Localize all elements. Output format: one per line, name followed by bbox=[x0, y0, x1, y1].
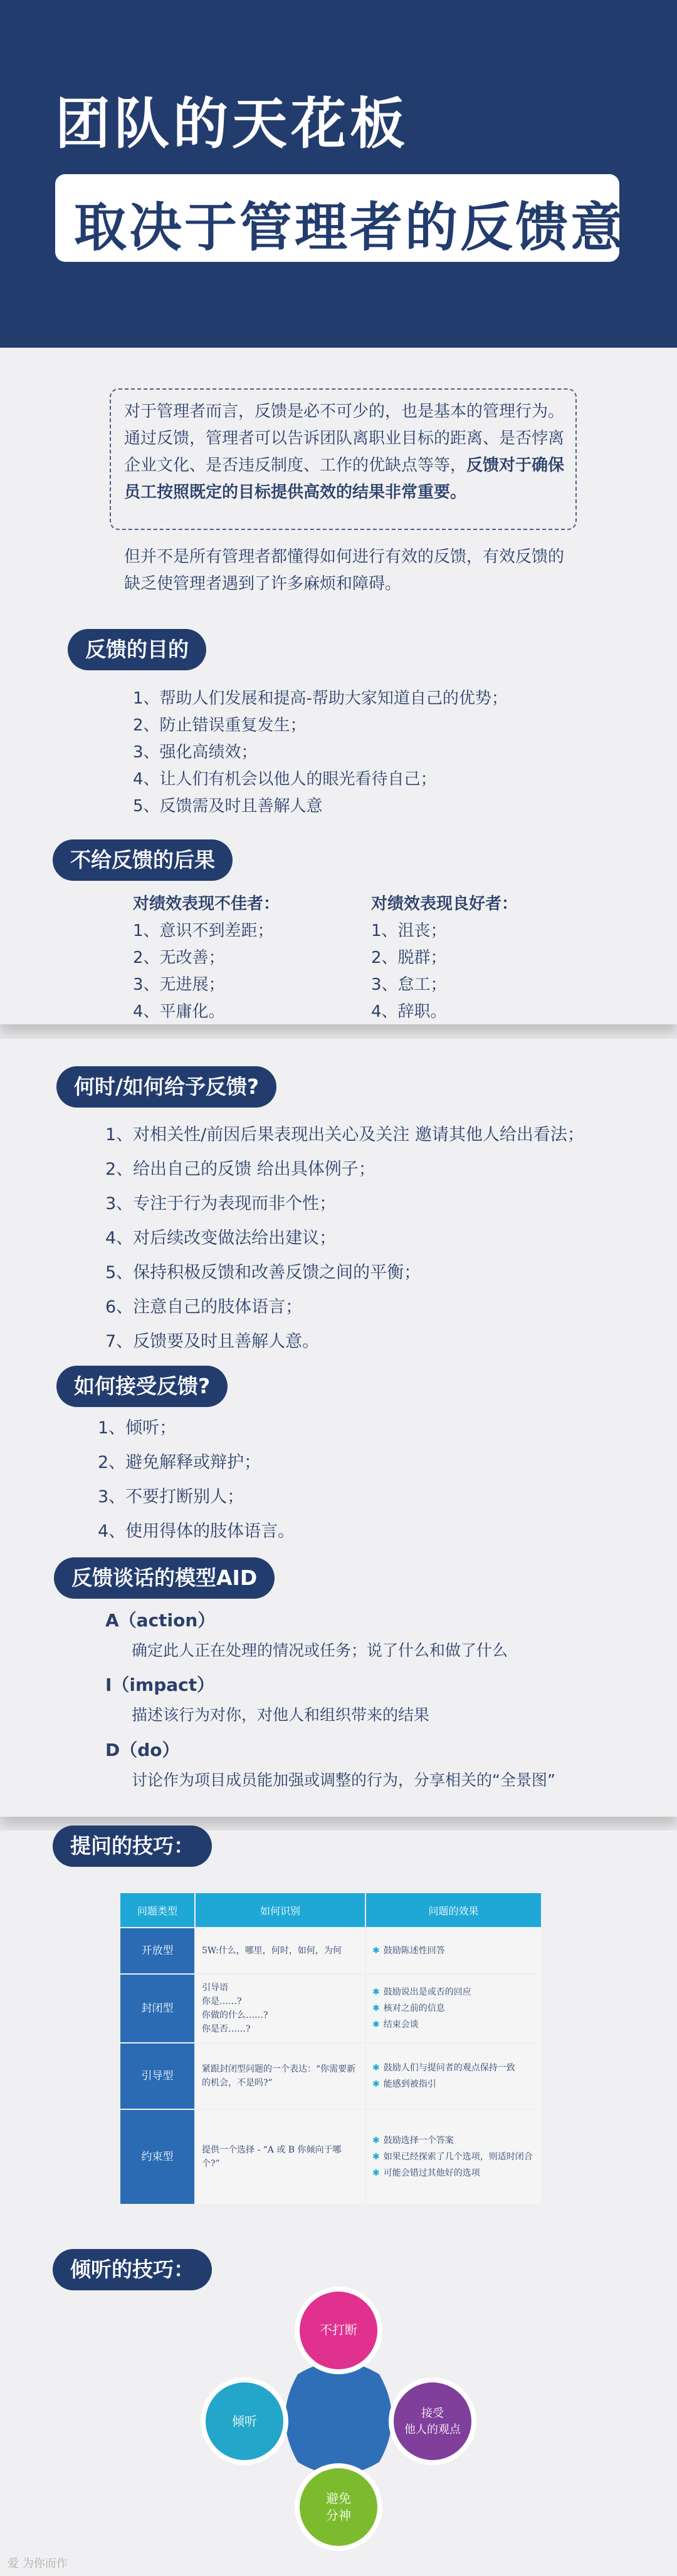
question-type: 开放型 bbox=[120, 1928, 194, 1973]
diagram-node-top bbox=[295, 2287, 382, 2374]
question-type: 引导型 bbox=[120, 2044, 194, 2109]
table-row bbox=[120, 2044, 541, 2109]
list-item: 1、意识不到差距； bbox=[133, 922, 274, 940]
list-item: 1、帮助人们发展和提高-帮助大家知道自己的优势； bbox=[133, 689, 508, 708]
list-item: 6、注意自己的肢体语言； bbox=[105, 1297, 303, 1317]
list-item: 2、无改善； bbox=[133, 948, 225, 967]
aid-term: A（action） bbox=[105, 1610, 216, 1631]
identify-cell: 5W:什么，哪里，何时，如何，为何 bbox=[196, 1928, 365, 1973]
section-title-receive: 如何接受反馈? bbox=[56, 1366, 228, 1407]
purpose-list bbox=[133, 685, 508, 820]
list-item: 7、反馈要及时且善解人意。 bbox=[105, 1332, 320, 1351]
list-item: 2、防止错误重复发生； bbox=[133, 716, 307, 735]
section-title-purpose: 反馈的目的 bbox=[68, 629, 206, 670]
effects-cell: ✱ 鼓励陈述性回答 bbox=[366, 1928, 541, 1973]
list-item: 4、使用得体的肢体语言。 bbox=[98, 1522, 295, 1541]
node-label: 他人的观点 bbox=[404, 2423, 461, 2436]
question-type: 约束型 bbox=[120, 2110, 194, 2204]
list-item: 2、给出自己的反馈 给出具体例子； bbox=[105, 1160, 375, 1179]
effects-cell: ✱ 鼓励选择一个答案 ✱ 如果已经探索了几个选项，则适时闭合 ✱ 可能会错过其他好的选项 bbox=[366, 2110, 541, 2204]
list-item: 3、专注于行为表现而非个性； bbox=[105, 1194, 337, 1213]
list-item: 5、保持积极反馈和改善反馈之间的平衡； bbox=[105, 1263, 421, 1282]
list-item: 4、辞职。 bbox=[371, 1002, 447, 1021]
section-title-listening: 倾听的技巧： bbox=[53, 2249, 212, 2290]
aid-term: D（do） bbox=[105, 1740, 180, 1760]
diagram-node-right bbox=[389, 2377, 476, 2465]
identify-cell: 引导语 你是……? 你做的什么……? 你是否……? bbox=[196, 1975, 365, 2042]
list-item: 1、倾听； bbox=[98, 1418, 177, 1438]
table-row bbox=[120, 2110, 541, 2204]
node-circle bbox=[394, 2382, 471, 2460]
aid-term: I（impact） bbox=[105, 1675, 215, 1695]
effects-cell: ✱ 鼓励人们与提问者的观点保持一致 ✱ 能感到被指引 bbox=[366, 2044, 541, 2109]
watermark: 爱 为你而作 bbox=[8, 2557, 68, 2570]
intro-text: 对于管理者而言，反馈是必不可少的，也是基本的管理行为。 通过反馈，管理者可以告诉团队离职业目标的距离、是否悖离 企业文化、是否违反制度、工作的优缺点等等，反馈对于确保 员工按照既定的目标提供高效的结果非常重要。 bbox=[124, 402, 565, 502]
list-item: 1、沮丧； bbox=[371, 922, 447, 940]
list-item: 4、对后续改变做法给出建议； bbox=[105, 1228, 337, 1248]
table-row bbox=[120, 1975, 541, 2042]
table-row bbox=[120, 1928, 541, 1973]
list-item: 1、对相关性/前因后果表现出关心及关注 邀请其他人给出看法； bbox=[105, 1125, 584, 1145]
page-title: 团队的天花板 bbox=[55, 91, 409, 156]
identify-cell: 紧跟封闭型问题的一个表达：“你需要新的机会，不是吗?” bbox=[196, 2044, 365, 2109]
list-item: 3、无进展； bbox=[133, 975, 225, 994]
question-types-table bbox=[119, 1892, 542, 2205]
list-item: 4、让人们有机会以他人的眼光看待自己； bbox=[133, 770, 437, 789]
column-header: 问题的效果 bbox=[366, 1893, 541, 1927]
diagram-node-bottom bbox=[295, 2463, 382, 2551]
table-header-row bbox=[120, 1893, 541, 1927]
page-subtitle: 取决于管理者的反馈意识 bbox=[74, 197, 626, 334]
receive-list bbox=[98, 1411, 295, 1549]
listening-diagram bbox=[188, 2280, 489, 2556]
list-item: 4、平庸化。 bbox=[133, 1002, 225, 1021]
section-title-when-how: 何时/如何给予反馈? bbox=[56, 1066, 276, 1108]
identify-cell: 提供一个选择 - “A 或 B 你倾向于哪个?” bbox=[196, 2110, 365, 2204]
list-item: 2、避免解释或辩护； bbox=[98, 1453, 261, 1472]
list-item: 3、不要打断别人； bbox=[98, 1487, 244, 1507]
list-item: 2、脱群； bbox=[371, 948, 447, 967]
node-label: 分神 bbox=[326, 2508, 351, 2523]
section-title-aid: 反馈谈话的模型AID bbox=[54, 1557, 275, 1599]
aid-desc: 讨论作为项目成员能加强或调整的行为，分享相关的“全景图” bbox=[132, 1771, 555, 1789]
poor-performers-list: 对绩效表现不佳者： 1、意识不到差距； 2、无改善； 3、无进展； 4、平庸化。 bbox=[133, 891, 280, 1026]
good-performers-list: 对绩效表现良好者： 1、沮丧； 2、脱群； 3、怠工； 4、辞职。 bbox=[371, 891, 518, 1026]
list-item: 5、反馈需及时且善解人意 bbox=[133, 797, 323, 816]
list-item: 3、怠工； bbox=[371, 975, 447, 994]
node-label: 不打断 bbox=[320, 2322, 357, 2337]
node-circle bbox=[300, 2468, 377, 2546]
node-label: 接受 bbox=[421, 2407, 444, 2420]
effects-cell: ✱ 鼓励说出是或否的回应 ✱ 核对之前的信息 ✱ 结束会谈 bbox=[366, 1975, 541, 2042]
question-type: 封闭型 bbox=[120, 1975, 194, 2042]
section-title-questioning: 提问的技巧： bbox=[53, 1826, 212, 1867]
aid-desc: 描述该行为对你，对他人和组织带来的结果 bbox=[132, 1706, 430, 1724]
section-title-consequences: 不给反馈的后果 bbox=[53, 839, 233, 881]
column-header: 如何识别 bbox=[196, 1893, 365, 1927]
diagram-node-left bbox=[201, 2377, 288, 2465]
node-label: 倾听 bbox=[232, 2414, 257, 2429]
diagram-center-shape bbox=[285, 2362, 392, 2475]
intro-note: 但并不是所有管理者都懂得如何进行有效的反馈，有效反馈的 缺乏使管理者遇到了许多麻烦和障碍。 bbox=[124, 548, 565, 593]
node-label: 避免 bbox=[326, 2491, 351, 2506]
when-how-list bbox=[105, 1118, 584, 1359]
list-item: 3、强化高绩效； bbox=[133, 743, 258, 762]
column-header: 问题类型 bbox=[120, 1893, 194, 1927]
aid-desc: 确定此人正在处理的情况或任务；说了什么和做了什么 bbox=[132, 1641, 508, 1659]
